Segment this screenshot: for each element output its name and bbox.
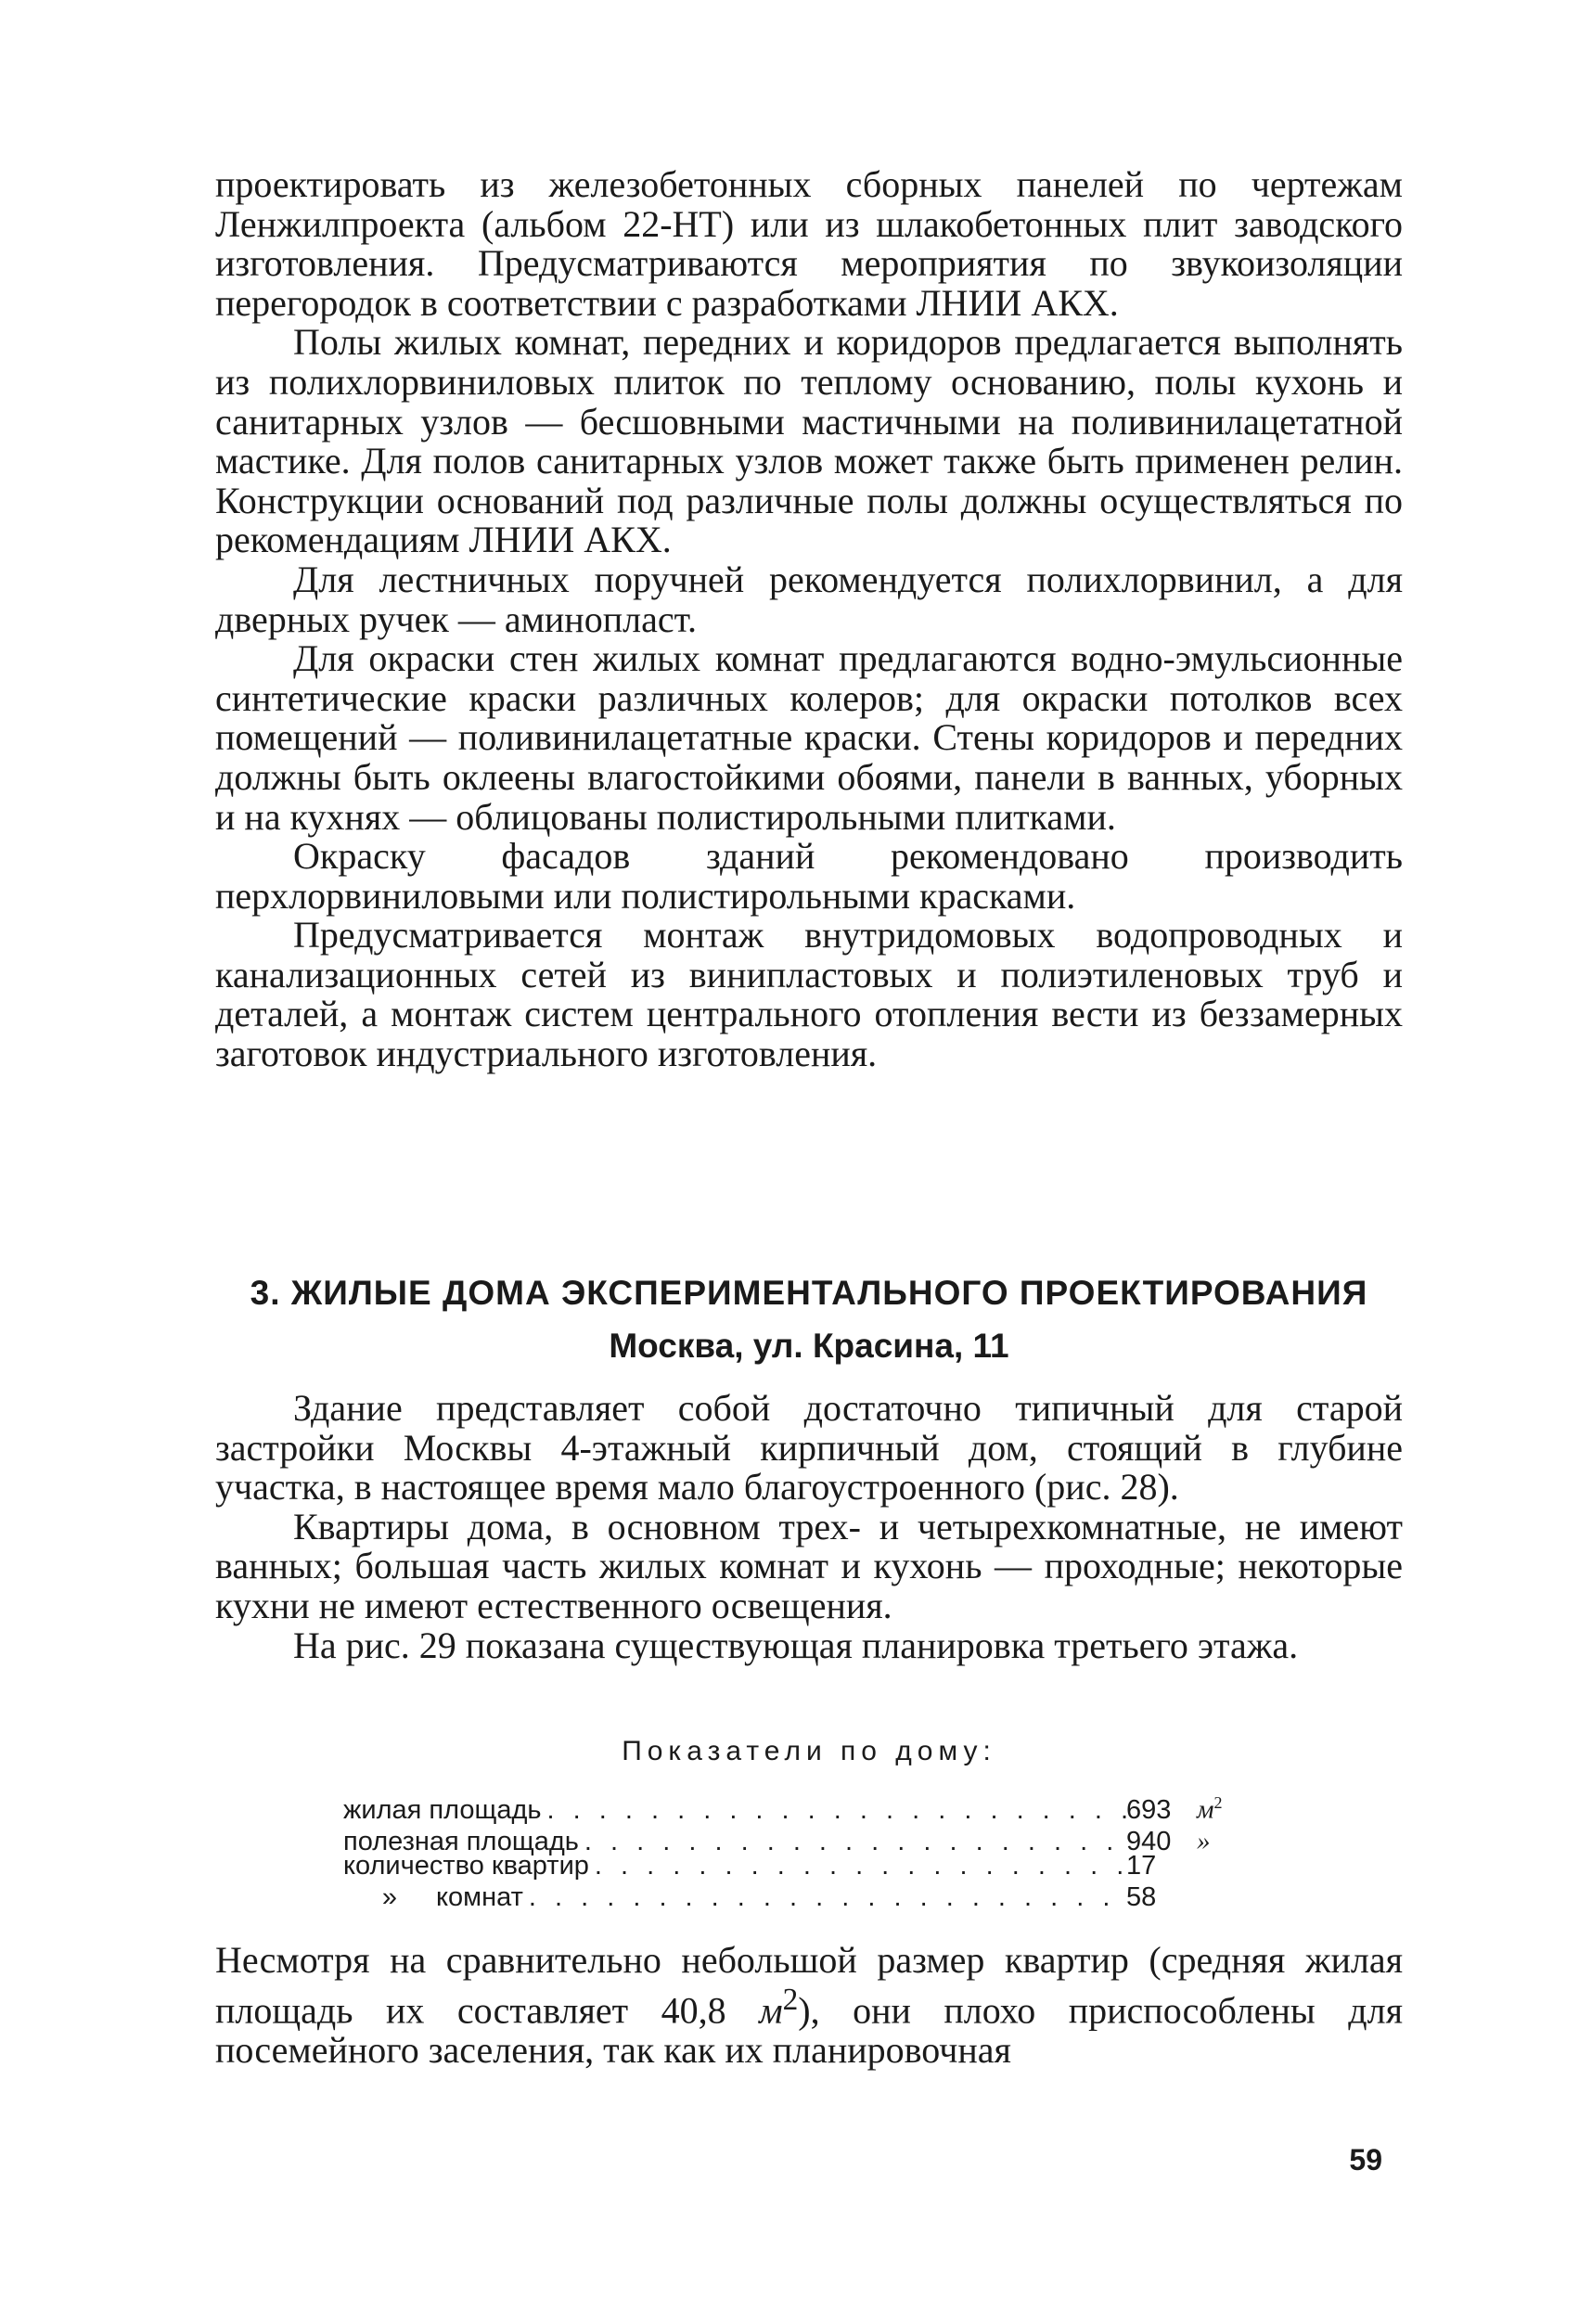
paragraph: проектировать из железобетонных сборных панелей по чертежам Ленжилпроекта (альбом 22-НТ) или из шлакобетонных плит заводского изготовления. Предусматриваются мероприятия по звукоизоляции перегородок в соответствии с разработками ЛНИИ АКХ. (215, 163, 1403, 324)
paragraph: Окраску фасадов зданий рекомендовано производить перхлорвиниловыми или полистирольными красками. (215, 835, 1403, 917)
stats-title: Показатели по дому: (622, 1736, 996, 1766)
unit-symbol: м (759, 1988, 783, 2031)
paragraph: Для лестничных поручней рекомендуется полихлорвинил, а для дверных ручек — аминопласт. (215, 558, 1403, 640)
section-heading: 3. ЖИЛЫЕ ДОМА ЭКСПЕРИМЕНТАЛЬНОГО ПРОЕКТИРОВАНИЯ (250, 1274, 1368, 1312)
paragraph: Квартиры дома, в основном трех- и четырехкомнатные, не имеют ванных; большая часть жилых комнат и кухонь — проходные; некоторые кухни не имеют естественного освещения. (215, 1505, 1403, 1626)
bottom-text-block (215, 1941, 1403, 2070)
leader-dots (523, 1881, 1126, 1913)
mid-text-block (215, 1389, 1403, 1665)
leader-dots (542, 1794, 1126, 1826)
paragraph: Для окраски стен жилых комнат предлагаются водно-эмульсионные синтетические краски различных колеров; для окраски потолков всех помещений — поливинилацетатные краски. Стены коридоров и передних должны быть оклеены влагостойкими обоями, панели в ванных, уборных и на кухнях — облицованы полистирольными плитками. (215, 637, 1403, 838)
stat-unit: $м^2$ (1197, 1793, 1223, 1825)
stat-label: » комнат (343, 1881, 523, 1913)
leader-dots (589, 1850, 1126, 1881)
stat-unit: » (1197, 1826, 1211, 1856)
ditto-mark: » (381, 1882, 398, 1912)
stat-row (343, 1881, 1234, 1913)
paragraph: Здание представляет собой достаточно типичный для старой застройки Москвы 4-этажный кирпичный дом, стоящий в глубине участка, в настоящее время мало благоустроенного (рис. 28). (215, 1387, 1403, 1509)
stat-value: 940 (1126, 1826, 1172, 1856)
stats-table (343, 1787, 1234, 1913)
stat-value: 58 (1126, 1882, 1157, 1912)
top-text-block (215, 165, 1403, 1074)
paragraph: На рис. 29 показана существующая планировка третьего этажа. (293, 1624, 1299, 1666)
paragraph: Предусматривается монтаж внутридомовых водопроводных и канализационных сетей из винипластовых и полиэтиленовых труб и деталей, а монтаж систем центрального отопления вести из беззамерных заготовок индустриального изготовления. (215, 914, 1403, 1075)
stat-label: количество квартир (343, 1851, 589, 1881)
stat-label: полезная площадь (343, 1826, 579, 1856)
stat-value: 17 (1126, 1851, 1157, 1881)
stat-row (343, 1850, 1234, 1881)
paragraph: Полы жилых комнат, передних и коридоров предлагается выполнять из полихлорвиниловых плиток по теплому основанию, полы кухонь и санитарных узлов — бесшовными мастичными на поливинилацетатной мастике. Для полов санитарных узлов может также быть применен релин. Конструкции оснований под различные полы должны осуществляться по рекомендациям ЛНИИ АКХ. (215, 321, 1403, 561)
page-number: 59 (1349, 2143, 1382, 2176)
stat-value: 693 (1126, 1794, 1172, 1825)
stat-row (343, 1787, 1234, 1825)
section-subheading: Москва, ул. Красина, 11 (609, 1327, 1009, 1365)
paragraph: Несмотря на сравнительно небольшой размер квартир (средняя жилая площадь их составляет 40,8 $м^2$), они плохо приспособлены для посемейного заселения, так как их планировочная (215, 1939, 1403, 2071)
stat-label: жилая площадь (343, 1794, 542, 1825)
